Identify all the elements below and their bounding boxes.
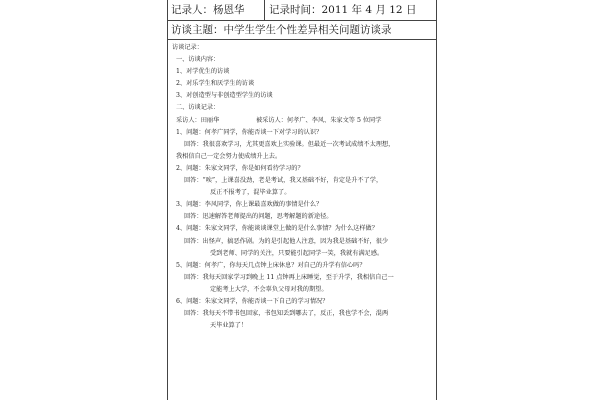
interview-record-sheet [167,0,437,400]
content-item: 2、对乐学生和厌学生的访谈 [176,80,255,88]
interview-topic: 访谈主题：中学生学生个性差异相关问题访谈录 [168,21,436,40]
section-record-heading: 二、访谈记录： [176,104,220,112]
question-line: 1、问题：何孝广同学，你能否谈一下对学习的认识？ [176,128,323,136]
record-title: 访谈记录： [172,44,203,51]
answer-line: 回答：我每天不带书包回家，书包知丢到哪去了，反正，我也学不会，混两 [184,310,389,318]
header-row [168,0,436,21]
question-line: 3、问题：李风同学，你上课最喜欢做的事情是什么？ [176,201,323,209]
answer-continuation: 我相信自己一定会努力使成绩升上去。 [176,152,282,160]
question-line: 6、问题：朱家文同学，你能否谈一下自己的学习情况？ [176,297,329,305]
recorder-cell: 记录人：杨恩华 [168,0,265,20]
section-content-heading: 一、访谈内容： [176,56,220,64]
answer-line: 回答：迅速解答老师提出的问题，思考解题的新途径。 [184,213,333,221]
answer-line: 回答：我很喜欢学习，尤其更喜欢上实验课。但最近一次考试成绩不太理想， [184,140,395,148]
answer-continuation: 天毕业算了！ [210,322,248,330]
record-time-cell: 记录时间：2011 年 4 月 12 日 [269,4,417,16]
content-item: 1、对学优生的访谈 [176,68,230,76]
answer-continuation: 受到老师、同学的关注，只要能引起同学一笑，我就有满足感。 [210,249,384,257]
interviewees: 被采访人：何孝广、李风、朱家文等 5 位同学 [256,116,382,124]
record-body [168,40,436,332]
answer-continuation: 定能考上大学，不会辜负父母对我的期望。 [210,285,328,293]
answer-line: 回答：我每天回家学习到晚上 11 点钟再上床睡觉，至于升学，我相信自己一 [184,273,394,281]
question-line: 4、问题：朱家文同学，你能谈谈课堂上做的是什么事情？为什么这样做？ [176,225,378,233]
question-line: 5、问题：何孝广，你每天几点钟上床休息？对自己的升学有信心吗？ [176,261,366,269]
answer-line: 回答：出怪声，搞恶作剧。为的是引起他人注意，因为我是基础不好，很少 [184,237,389,245]
interviewer: 采访人：田丽华 [176,116,220,124]
content-item: 3、对创造型与非创造型学生的访谈 [176,92,273,100]
answer-continuation: 反正不报考了，混毕业算了。 [210,189,291,197]
question-line: 2、问题：朱家文同学，你是如何看待学习的？ [176,164,304,172]
answer-line: 回答：“唉”，上课喜没劲，老是考试，我又基础不好，肯定是升不了学， [184,177,383,185]
participants-line [172,115,432,127]
